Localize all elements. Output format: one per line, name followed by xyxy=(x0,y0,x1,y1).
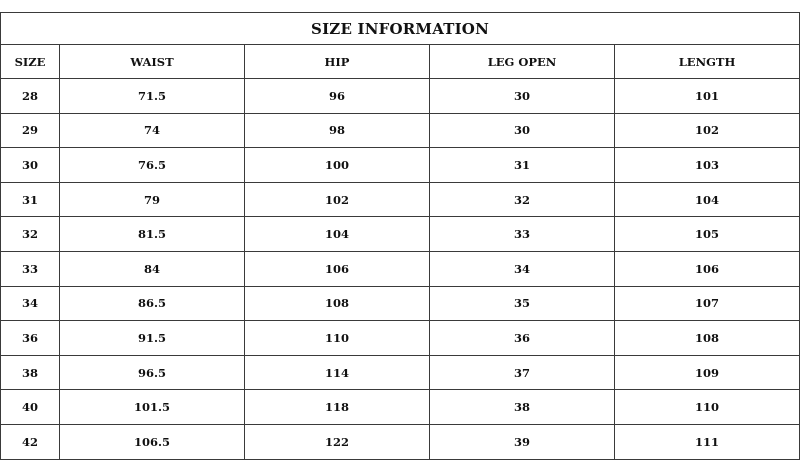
cell-length: 103 xyxy=(615,148,800,183)
cell-size: 31 xyxy=(1,182,60,217)
table-row xyxy=(1,355,800,390)
cell-hip: 118 xyxy=(245,390,430,425)
column-header-length: LENGTH xyxy=(615,45,800,79)
table-title: SIZE INFORMATION xyxy=(1,13,800,45)
cell-leg-open: 30 xyxy=(430,113,615,148)
cell-length: 111 xyxy=(615,424,800,459)
cell-leg-open: 36 xyxy=(430,321,615,356)
table-row xyxy=(1,286,800,321)
cell-size: 28 xyxy=(1,79,60,114)
cell-waist: 71.5 xyxy=(60,79,245,114)
cell-hip: 100 xyxy=(245,148,430,183)
cell-length: 108 xyxy=(615,321,800,356)
cell-waist: 86.5 xyxy=(60,286,245,321)
cell-size: 30 xyxy=(1,148,60,183)
table-row xyxy=(1,321,800,356)
cell-waist: 91.5 xyxy=(60,321,245,356)
table-body xyxy=(1,79,800,460)
cell-waist: 79 xyxy=(60,182,245,217)
cell-length: 105 xyxy=(615,217,800,252)
cell-length: 110 xyxy=(615,390,800,425)
column-header-hip: HIP xyxy=(245,45,430,79)
cell-leg-open: 33 xyxy=(430,217,615,252)
cell-length: 101 xyxy=(615,79,800,114)
cell-leg-open: 32 xyxy=(430,182,615,217)
cell-hip: 104 xyxy=(245,217,430,252)
cell-leg-open: 38 xyxy=(430,390,615,425)
cell-leg-open: 39 xyxy=(430,424,615,459)
table-row xyxy=(1,113,800,148)
cell-waist: 96.5 xyxy=(60,355,245,390)
cell-size: 36 xyxy=(1,321,60,356)
table-row xyxy=(1,217,800,252)
cell-waist: 81.5 xyxy=(60,217,245,252)
size-table xyxy=(0,12,800,460)
column-header-waist: WAIST xyxy=(60,45,245,79)
column-header-leg-open: LEG OPEN xyxy=(430,45,615,79)
header-row xyxy=(1,45,800,79)
cell-hip: 122 xyxy=(245,424,430,459)
cell-leg-open: 37 xyxy=(430,355,615,390)
cell-size: 42 xyxy=(1,424,60,459)
cell-leg-open: 35 xyxy=(430,286,615,321)
cell-length: 104 xyxy=(615,182,800,217)
table-row xyxy=(1,148,800,183)
cell-waist: 106.5 xyxy=(60,424,245,459)
table-row xyxy=(1,390,800,425)
cell-size: 32 xyxy=(1,217,60,252)
cell-hip: 102 xyxy=(245,182,430,217)
cell-waist: 76.5 xyxy=(60,148,245,183)
table-row xyxy=(1,424,800,459)
cell-waist: 84 xyxy=(60,251,245,286)
cell-waist: 101.5 xyxy=(60,390,245,425)
cell-hip: 96 xyxy=(245,79,430,114)
cell-size: 38 xyxy=(1,355,60,390)
cell-length: 109 xyxy=(615,355,800,390)
cell-size: 29 xyxy=(1,113,60,148)
cell-leg-open: 34 xyxy=(430,251,615,286)
cell-hip: 108 xyxy=(245,286,430,321)
cell-waist: 74 xyxy=(60,113,245,148)
table-row xyxy=(1,182,800,217)
cell-leg-open: 31 xyxy=(430,148,615,183)
cell-hip: 106 xyxy=(245,251,430,286)
cell-length: 102 xyxy=(615,113,800,148)
column-header-size: SIZE xyxy=(1,45,60,79)
cell-size: 34 xyxy=(1,286,60,321)
cell-leg-open: 30 xyxy=(430,79,615,114)
cell-length: 107 xyxy=(615,286,800,321)
cell-hip: 114 xyxy=(245,355,430,390)
cell-size: 33 xyxy=(1,251,60,286)
table-row xyxy=(1,79,800,114)
cell-length: 106 xyxy=(615,251,800,286)
size-chart xyxy=(0,12,800,460)
cell-size: 40 xyxy=(1,390,60,425)
table-row xyxy=(1,251,800,286)
cell-hip: 110 xyxy=(245,321,430,356)
cell-hip: 98 xyxy=(245,113,430,148)
